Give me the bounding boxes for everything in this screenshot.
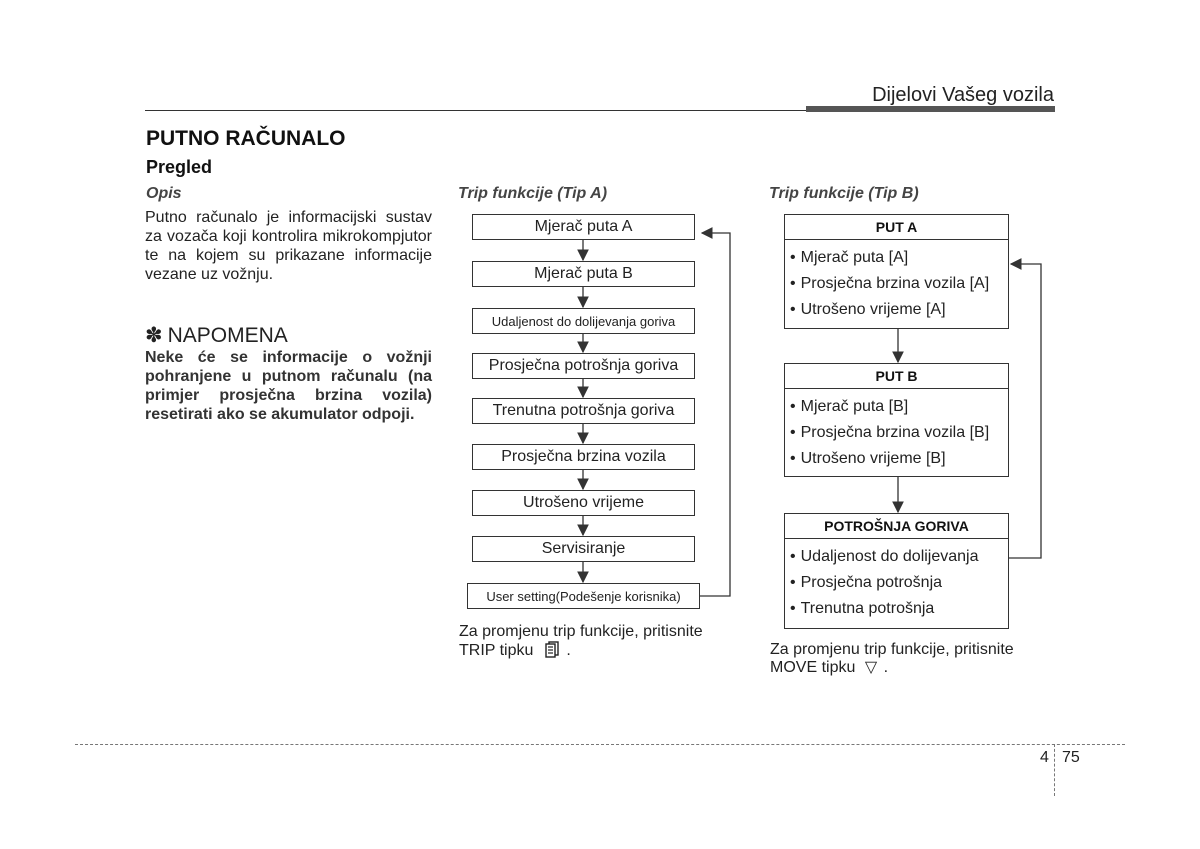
diagram-b-instruction-line1: Za promjenu trip funkcije, pritisnite (770, 641, 1014, 658)
bullet-icon: • (790, 574, 796, 591)
trip-note-period: . (566, 642, 571, 659)
note-star-icon: ✽ (145, 324, 163, 347)
trip-button-icon (544, 641, 560, 658)
diagram-b-instruction-line2 (770, 659, 1054, 677)
chapter-number: 4 (1040, 749, 1049, 766)
trip-b-list-item (790, 245, 1008, 271)
trip-b-list-item (790, 420, 1008, 446)
note-title: NAPOMENA (167, 324, 288, 347)
arrow-a-loop (700, 233, 730, 596)
diagram-a-caption: Trip funkcije (Tip A) (458, 185, 608, 202)
trip-a-item-service: Servisiranje (472, 536, 695, 562)
bullet-icon: • (790, 249, 796, 266)
diagram-b-caption: Trip funkcije (Tip B) (769, 185, 919, 202)
bullet-icon: • (790, 301, 796, 318)
trip-b-group-title: PUT B (785, 364, 1008, 389)
bullet-icon: • (790, 398, 796, 415)
trip-b-group-put-a (784, 214, 1009, 329)
trip-a-item-avg-speed: Prosječna brzina vozila (472, 444, 695, 470)
trip-b-group-fuel-consumption (784, 513, 1009, 629)
trip-a-item-odometer-b: Mjerač puta B (472, 261, 695, 287)
trip-b-item-label: Prosječna potrošnja (800, 574, 943, 591)
page-number: 75 (1062, 749, 1080, 766)
trip-a-item-avg-fuel-consumption: Prosječna potrošnja goriva (472, 353, 695, 379)
move-key-label: MOVE tipku (770, 659, 856, 676)
trip-b-item-label: Prosječna brzina vozila [B] (800, 424, 990, 441)
trip-key-label: TRIP tipku (459, 642, 534, 659)
trip-b-group-title: PUT A (785, 215, 1008, 240)
trip-a-item-distance-to-refuel: Udaljenost do dolijevanja goriva (472, 308, 695, 334)
trip-b-item-label: Prosječna brzina vozila [A] (800, 275, 990, 292)
trip-b-list-item (790, 544, 1008, 570)
diagram-b-instruction (770, 641, 1054, 677)
trip-b-item-label: Mjerač puta [B] (800, 398, 909, 415)
trip-b-item-label: Udaljenost do dolijevanja (800, 548, 979, 565)
trip-a-item-instant-fuel-consumption: Trenutna potrošnja goriva (472, 398, 695, 424)
trip-b-list-item (790, 271, 1008, 297)
bullet-icon: • (790, 424, 796, 441)
trip-b-item-label: Utrošeno vrijeme [B] (800, 450, 946, 467)
page-header-title: Dijelovi Vašeg vozila (872, 84, 1054, 106)
footer-divider (1054, 744, 1055, 796)
trip-b-list-item (790, 394, 1008, 420)
bullet-icon: • (790, 600, 796, 617)
section-title: PUTNO RAČUNALO (146, 127, 346, 150)
note-paragraph: Neke će se informacije o vožnji pohranjene u putnom računalu (na primjer prosječna brzina vozila) resetirati ako se akumulator odpoji. (145, 349, 432, 423)
bullet-icon: • (790, 548, 796, 565)
trip-b-list-item (790, 446, 1008, 472)
trip-a-item-elapsed-time: Utrošeno vrijeme (472, 490, 695, 516)
trip-b-item-label: Utrošeno vrijeme [A] (800, 301, 946, 318)
move-button-icon: ▽ (864, 659, 878, 676)
opis-label: Opis (146, 185, 182, 202)
trip-b-group-put-b (784, 363, 1009, 477)
diagram-a-instruction-line2 (459, 641, 742, 660)
diagram-a-instruction-line1: Za promjenu trip funkcije, pritisnite (459, 623, 703, 640)
trip-b-list-item (790, 297, 1008, 323)
trip-a-item-odometer-a: Mjerač puta A (472, 214, 695, 240)
arrow-b-loop (1009, 264, 1041, 558)
trip-b-item-label: Mjerač puta [A] (800, 249, 909, 266)
bullet-icon: • (790, 275, 796, 292)
bullet-icon: • (790, 450, 796, 467)
subsection-title: Pregled (146, 157, 213, 177)
move-note-period: . (883, 659, 889, 676)
diagram-a-instruction (459, 623, 742, 660)
trip-b-group-title: POTROŠNJA GORIVA (785, 514, 1008, 539)
opis-paragraph: Putno računalo je informacijski sustav za vozača koji kontrolira mikrokompjutor te na kojem su prikazane informacije vezane uz vožnju. (145, 209, 432, 283)
footer-rule (75, 744, 1125, 745)
trip-a-item-user-setting: User setting(Podešenje korisnika) (467, 583, 700, 609)
trip-b-list-item (790, 570, 1008, 596)
trip-b-item-label: Trenutna potrošnja (800, 600, 935, 617)
trip-b-list-item (790, 596, 1008, 622)
